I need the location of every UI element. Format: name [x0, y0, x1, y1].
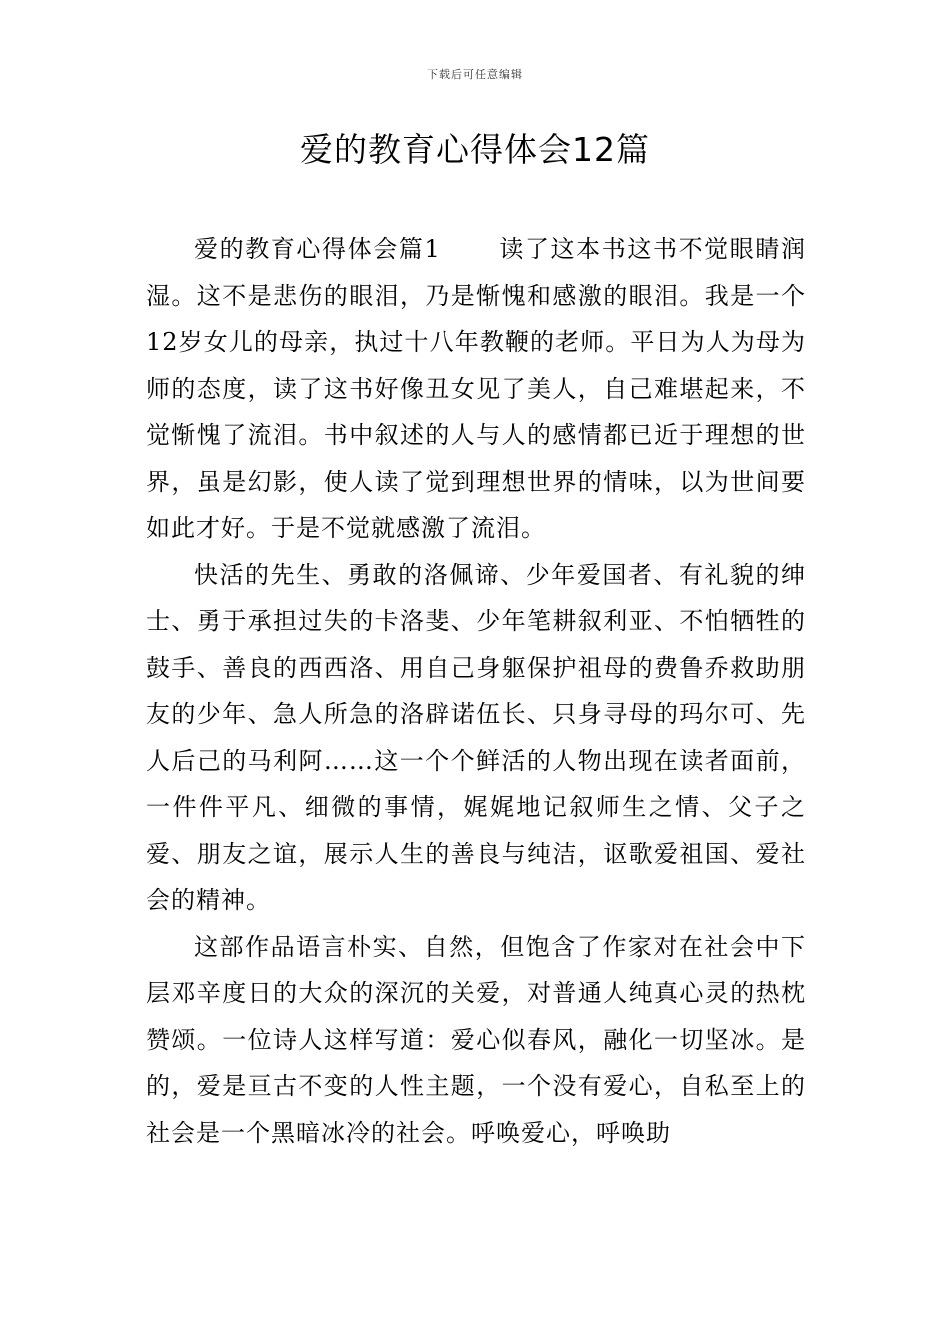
section-label: 爱的教育心得体会篇1 [194, 235, 441, 263]
document-title: 爱的教育心得体会12篇 [300, 130, 650, 169]
document-body [146, 226, 806, 1156]
paragraph-2: 快活的先生、勇敢的洛佩谛、少年爱国者、有礼貌的绅士、勇于承担过失的卡洛斐、少年笔耕叙利亚、不怕牺牲的鼓手、善良的西西洛、用自己身躯保护祖母的费鲁乔救助朋友的少年、急人所急的洛辟诺伍长、只身寻母的玛尔可、先人后己的马利阿……这一个个鲜活的人物出现在读者面前，一件件平凡、细微的事情，娓娓地记叙师生之情、父子之爱、朋友之谊，展示人生的善良与纯洁，讴歌爱祖国、爱社会的精神。 [146, 560, 806, 914]
paragraph-1-text: 读了这本书这书不觉眼睛润湿。这不是悲伤的眼泪，乃是惭愧和感激的眼泪。我是一个12岁女儿的母亲，执过十八年教鞭的老师。平日为人为母为师的态度，读了这书好像丑女见了美人，自己难堪起来，不觉惭愧了流泪。书中叙述的人与人的感情都已近于理想的世界，虽是幻影，使人读了觉到理想世界的情味，以为世间要如此才好。于是不觉就感激了流泪。 [146, 235, 807, 542]
paragraph-3: 这部作品语言朴实、自然，但饱含了作家对在社会中下层邓辛度日的大众的深沉的关爱，对普通人纯真心灵的热枕赞颂。一位诗人这样写道：爱心似春风，融化一切坚冰。是的，爱是亘古不变的人性主题，一个没有爱心，自私至上的社会是一个黑暗冰冷的社会。呼唤爱心，呼唤助 [146, 932, 806, 1147]
paragraph-1 [146, 226, 806, 552]
header-note: 下载后可任意编辑 [427, 68, 523, 81]
